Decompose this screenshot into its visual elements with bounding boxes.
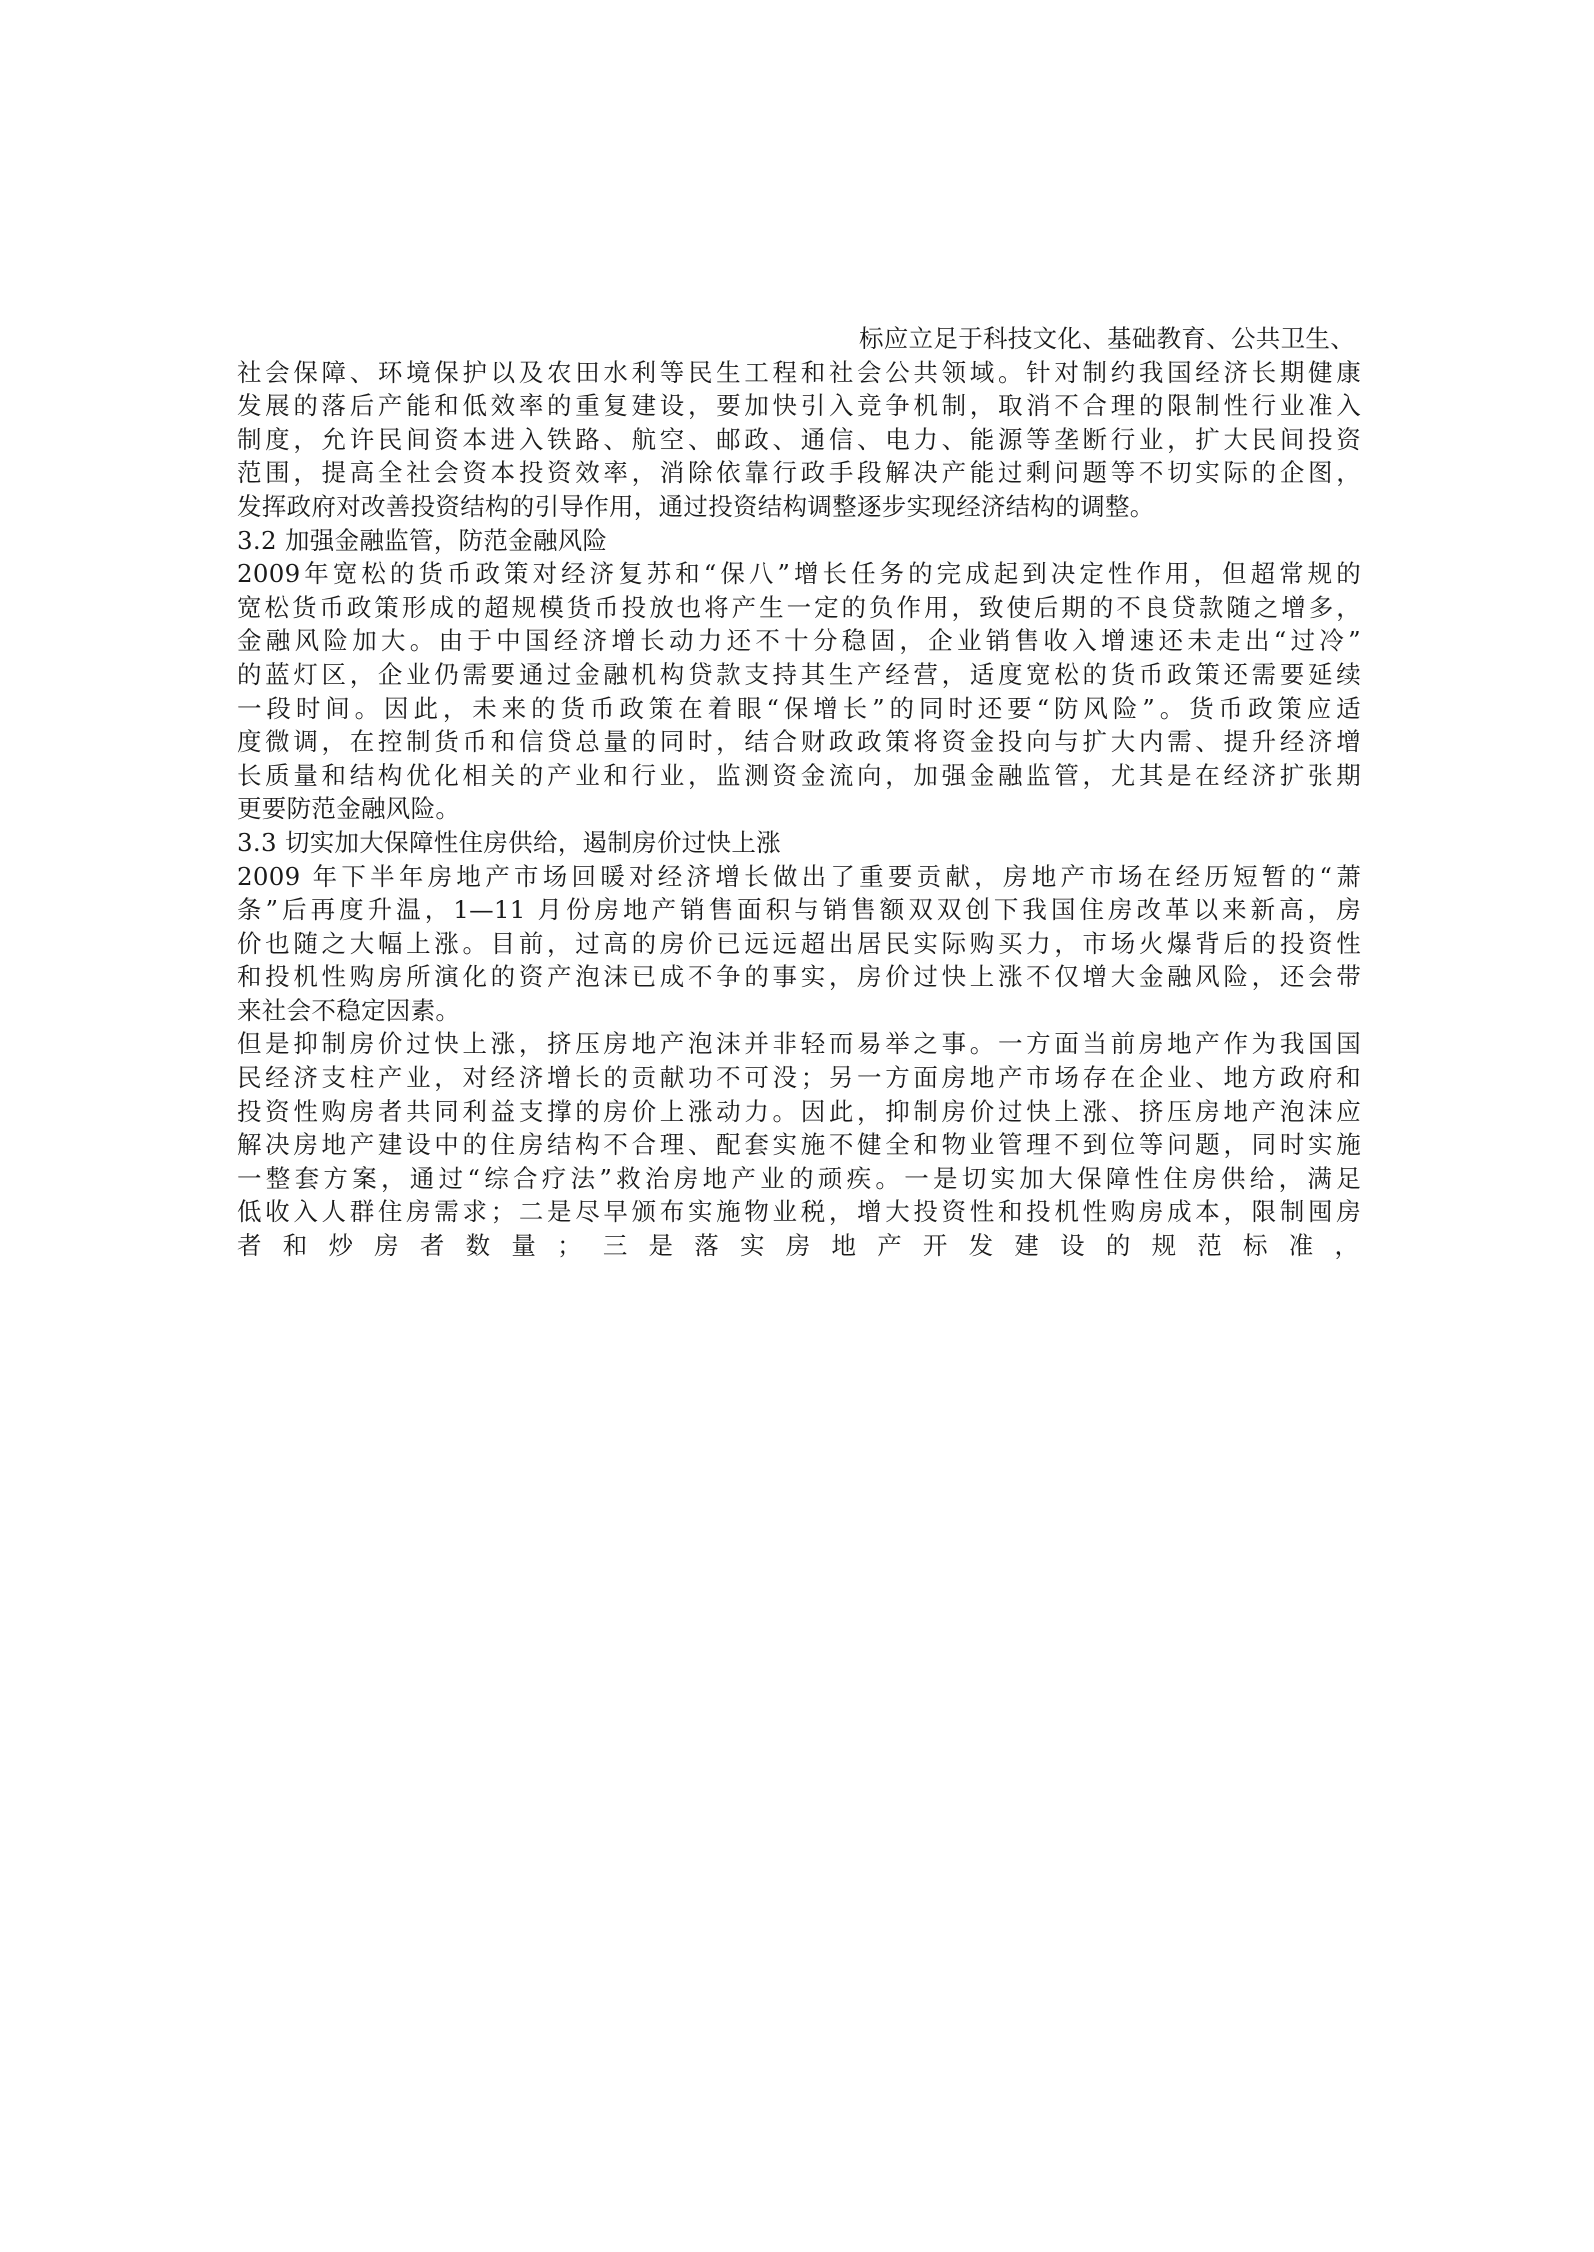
- text-line: 金融风险加大。由于中国经济增长动力还不十分稳固，企业销售收入增速还未走出“过冷”: [237, 626, 1361, 656]
- text-line: 民经济支柱产业，对经济增长的贡献功不可没；另一方面房地产市场存在企业、地方政府和: [237, 1063, 1361, 1093]
- text-line: 发挥政府对改善投资结构的引导作用，通过投资结构调整逐步实现经济结构的调整。: [237, 491, 1155, 521]
- text-line: 低收入人群住房需求；二是尽早颁布实施物业税，增大投资性和投机性购房成本，限制囤房: [237, 1197, 1361, 1227]
- text-line: 标应立足于科技文化、基础教育、公共卫生、: [859, 324, 1355, 353]
- text-line: 条”后再度升温，1—11 月份房地产销售面积与销售额双双创下我国住房改革以来新高，房: [237, 895, 1361, 925]
- text-line: 度微调，在控制货币和信贷总量的同时，结合财政政策将资金投向与扩大内需、提升经济增: [237, 727, 1361, 757]
- document-body: [237, 322, 1361, 1263]
- text-line: 更要防范金融风险。: [237, 794, 461, 824]
- text-line: 者和炒房者数量；三是落实房地产开发建设的规范标准，: [237, 1231, 1361, 1261]
- text-line: 2009年宽松的货币政策对经济复苏和“保八”增长任务的完成起到决定性作用，但超常规的: [237, 559, 1361, 589]
- text-line: 2009 年下半年房地产市场回暖对经济增长做出了重要贡献，房地产市场在经历短暂的“萧: [237, 861, 1361, 891]
- text-line: 但是抑制房价过快上涨，挤压房地产泡沫并非轻而易举之事。一方面当前房地产作为我国国: [237, 1029, 1361, 1059]
- text-line: 一段时间。因此，未来的货币政策在着眼“保增长”的同时还要“防风险”。货币政策应适: [237, 693, 1361, 723]
- text-line: 的蓝灯区，企业仍需要通过金融机构贷款支持其生产经营，适度宽松的货币政策还需要延续: [237, 659, 1361, 689]
- section-heading: 3.3 切实加大保障性住房供给，遏制房价过快上涨: [237, 827, 781, 857]
- text-line: 长质量和结构优化相关的产业和行业，监测资金流向，加强金融监管，尤其是在经济扩张期: [237, 760, 1361, 790]
- text-line: 投资性购房者共同利益支撑的房价上涨动力。因此，抑制房价过快上涨、挤压房地产泡沫应: [237, 1096, 1361, 1126]
- text-line: 解决房地产建设中的住房结构不合理、配套实施不健全和物业管理不到位等问题，同时实施: [237, 1130, 1361, 1160]
- text-line: 制度，允许民间资本进入铁路、航空、邮政、通信、电力、能源等垄断行业，扩大民间投资: [237, 424, 1361, 454]
- text-line: 社会保障、环境保护以及农田水利等民生工程和社会公共领域。针对制约我国经济长期健康: [237, 357, 1361, 387]
- section-heading: 3.2 加强金融监管，防范金融风险: [237, 525, 608, 555]
- text-line: 发展的落后产能和低效率的重复建设，要加快引入竞争机制，取消不合理的限制性行业准入: [237, 391, 1361, 421]
- text-line: 宽松货币政策形成的超规模货币投放也将产生一定的负作用，致使后期的不良贷款随之增多，: [237, 592, 1361, 622]
- text-line: 价也随之大幅上涨。目前，过高的房价已远远超出居民实际购买力，市场火爆背后的投资性: [237, 928, 1361, 958]
- text-line: 和投机性购房所演化的资产泡沫已成不争的事实，房价过快上涨不仅增大金融风险，还会带: [237, 962, 1361, 992]
- text-line: 来社会不稳定因素。: [237, 995, 461, 1025]
- text-line: 一整套方案，通过“综合疗法”救治房地产业的顽疾。一是切实加大保障性住房供给，满足: [237, 1163, 1361, 1193]
- text-line: 范围，提高全社会资本投资效率，消除依靠行政手段解决产能过剩问题等不切实际的企图，: [237, 458, 1361, 488]
